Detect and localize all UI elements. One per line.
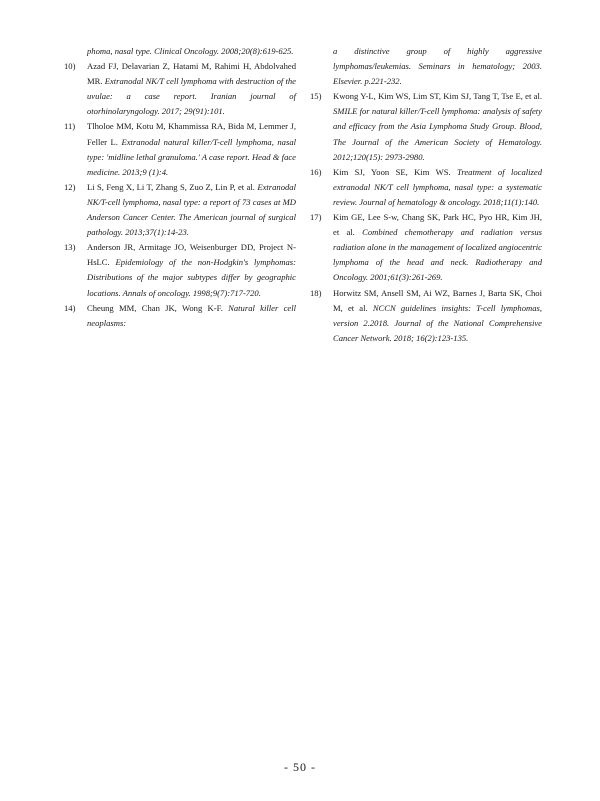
reference-number: 16) <box>310 166 322 177</box>
reference-text: phoma, nasal type. Clinical Oncology. 2008;20(8):619-625. <box>87 46 294 56</box>
reference-entry <box>310 286 542 346</box>
references-left-column <box>64 44 296 331</box>
reference-text: Natural killer cell neoplasms: <box>87 302 296 328</box>
reference-text: Extranodal NK/T-cell lymphoma, nasal type: a report of 73 cases at MD Anderson Cancer Center. The American journal of surgical pathology. 2013;37(1):14-23. <box>87 181 296 238</box>
reference-entry <box>310 89 542 164</box>
reference-authors: Cheung MM, Chan JK, Wong K-F. <box>87 302 223 313</box>
reference-entry <box>310 165 542 210</box>
reference-text: a distinctive group of highly aggressive lymphomas/leukemias. Seminars in hematology; 2003. Elsevier. p.221-232. <box>333 46 542 87</box>
reference-entry <box>64 301 296 331</box>
reference-authors: Kwong Y-L, Kim WS, Lim ST, Kim SJ, Tang T, Tse E, et al. <box>333 91 542 102</box>
reference-authors: Horwitz SM, Ansell SM, Ai WZ, Barnes J, Barta SK, Choi M, et al. <box>333 287 542 313</box>
reference-number: 14) <box>64 302 76 313</box>
reference-entry <box>64 44 296 59</box>
reference-number: 13) <box>64 242 76 253</box>
reference-number: 15) <box>310 91 322 102</box>
reference-entry <box>310 210 542 285</box>
reference-authors: Azad FJ, Delavarian Z, Hatami M, Rahimi H, Abdolvahed MR. <box>87 61 296 87</box>
reference-text: Treatment of localized extranodal NK/T cell lymphoma, nasal type: a systematic review. Journal of hematology & oncology. 2018;11(1):140. <box>333 166 542 207</box>
reference-authors: Anderson JR, Armitage JO, Weisenburger DD, Project N-HsLC. <box>87 242 296 268</box>
references-right-column <box>310 44 542 346</box>
page-number: - 50 - <box>284 760 316 774</box>
reference-entry <box>64 180 296 240</box>
reference-entry <box>64 240 296 300</box>
reference-entry <box>64 59 296 119</box>
reference-text: SMILE for natural killer/T-cell lymphoma: analysis of safety and efficacy from the Asia Lymphoma Study Group. Blood, The Journal of the American Society of Hematology. 2012;120(15): 2973-2980. <box>333 106 542 162</box>
reference-authors: Kim GE, Lee S-w, Chang SK, Park HC, Pyo HR, Kim JH, et al. <box>333 212 542 238</box>
reference-authors: Li S, Feng X, Li T, Zhang S, Zuo Z, Lin P, et al. <box>87 181 255 192</box>
reference-text: Combined chemotherapy and radiation versus radiation alone in the management of localized angiocentric lymphoma of the head and neck. Radiotherapy and Oncology. 2001;61(3):261-269. <box>333 227 542 283</box>
reference-text: Epidemiology of the non-Hodgkin's lymphomas: Distributions of the major subtypes differ by geographic locations. Annals of oncology. 1998;9(7):717-720. <box>87 257 297 298</box>
reference-text: NCCN guidelines insights: T-cell lymphomas, version 2.2018. Journal of the National Comprehensive Cancer Network. 2018; 16(2):123-135. <box>333 302 542 343</box>
reference-text: Extranodal NK/T cell lymphoma with destruction of the uvulae: a case report. Iranian journal of otorhinolaryngology. 2017; 29(91):101. <box>87 76 296 117</box>
reference-number: 17) <box>310 212 322 223</box>
reference-text: Extranodal natural killer/T-cell lymphoma, nasal type: 'midline lethal granuloma.' A case report. Head & face medicine. 2013;9 (1):4. <box>87 136 297 177</box>
reference-number: 12) <box>64 181 76 192</box>
reference-number: 18) <box>310 287 322 298</box>
reference-authors: Tlholoe MM, Kotu M, Khammissa RA, Bida M, Lemmer J, Feller L. <box>87 121 296 147</box>
reference-authors: Kim SJ, Yoon SE, Kim WS. <box>333 166 451 177</box>
reference-number: 11) <box>64 121 76 132</box>
reference-entry <box>64 119 296 179</box>
reference-number: 10) <box>64 61 76 72</box>
reference-entry <box>310 44 542 89</box>
